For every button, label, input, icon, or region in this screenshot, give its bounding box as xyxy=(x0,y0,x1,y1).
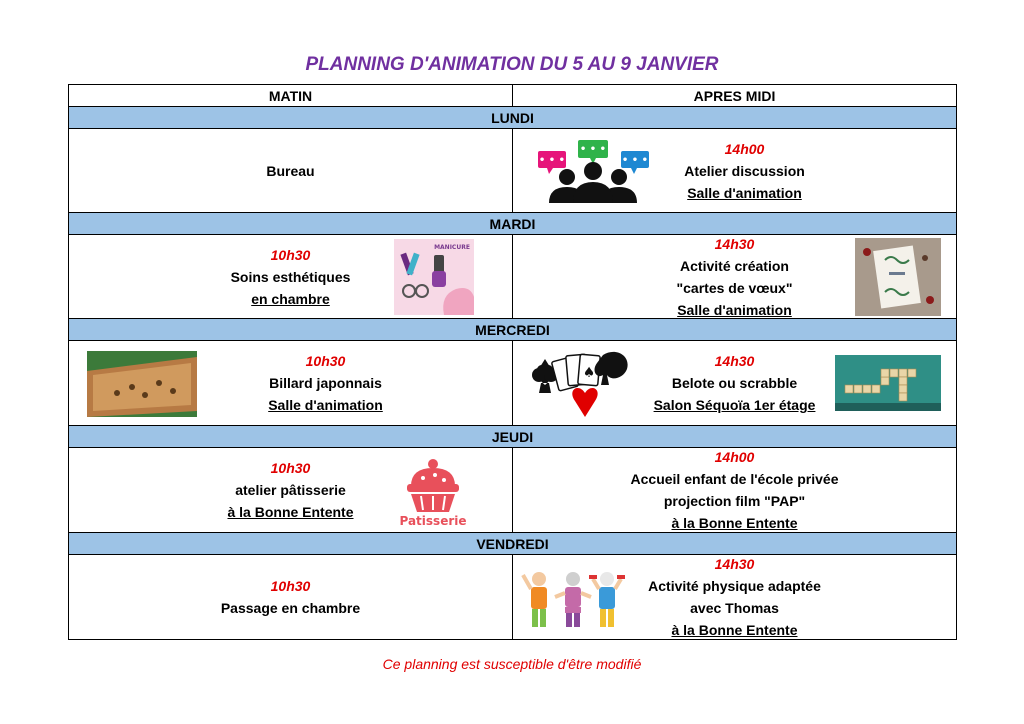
manicure-icon xyxy=(394,239,474,315)
activity-place: Salle d'animation xyxy=(687,184,802,201)
footer-note: Ce planning est susceptible d'être modifié xyxy=(382,656,642,672)
activity-place: Salle d'animation xyxy=(268,397,383,413)
cell-lundi-afternoon xyxy=(513,129,957,213)
activity-time: 14h30 xyxy=(714,556,755,572)
scrabble-board-photo xyxy=(835,355,941,411)
activity-line: "cartes de vœux" xyxy=(676,279,793,296)
activity-line: projection film "PAP" xyxy=(663,493,806,509)
activity-time: 10h30 xyxy=(305,353,346,369)
cell-jeudi-afternoon xyxy=(513,448,957,533)
cell-mardi-morning xyxy=(69,235,513,319)
greeting-card-photo xyxy=(855,238,941,316)
activity-time: 10h30 xyxy=(270,460,311,476)
activity-time: 14h30 xyxy=(714,235,755,252)
activity-place: en chambre xyxy=(251,290,330,307)
cell-mercredi-morning xyxy=(69,341,513,426)
activity-line: Activité création xyxy=(680,257,789,274)
day-header-lundi: LUNDI xyxy=(69,107,957,129)
seniors-exercise-icon xyxy=(521,569,625,631)
activity-line: Atelier discussion xyxy=(684,162,805,179)
svg-text:• • •: • • • xyxy=(621,155,649,166)
cell-vendredi-afternoon xyxy=(513,555,957,640)
cell-vendredi-morning xyxy=(69,555,513,640)
day-header-mardi: MARDI xyxy=(69,213,957,235)
day-header-mercredi: MERCREDI xyxy=(69,319,957,341)
activity-line: Soins esthétiques xyxy=(230,268,351,285)
activity-line: Activité physique adaptée xyxy=(648,578,821,594)
activity-place: à la Bonne Entente xyxy=(671,622,798,638)
activity-line: avec Thomas xyxy=(690,600,779,616)
playing-cards-icon xyxy=(531,345,633,425)
page-title: PLANNING D'ANIMATION DU 5 AU 9 JANVIER xyxy=(305,54,719,75)
activity-line: Belote ou scrabble xyxy=(671,375,798,391)
activity-time: 14h30 xyxy=(714,353,755,369)
svg-text:• • •: • • • xyxy=(538,155,566,166)
cell-jeudi-morning xyxy=(69,448,513,533)
cell-mercredi-afternoon xyxy=(513,341,957,426)
column-header-afternoon: APRES MIDI xyxy=(513,85,957,107)
activity-place: à la Bonne Entente xyxy=(671,515,798,531)
activity-time: 10h30 xyxy=(270,246,311,263)
schedule-table xyxy=(68,84,957,640)
cell-mardi-afternoon xyxy=(513,235,957,319)
day-header-vendredi: VENDREDI xyxy=(69,533,957,555)
activity-place: Salle d'animation xyxy=(677,301,792,318)
activity-line: Accueil enfant de l'école privée xyxy=(630,471,839,487)
patisserie-label: Patisserie xyxy=(399,514,467,528)
activity-line: Billard japonnais xyxy=(269,375,382,391)
activity-time: 14h00 xyxy=(714,449,755,465)
cell-lundi-morning xyxy=(69,129,513,213)
japanese-billiard-photo xyxy=(87,351,197,417)
activity-line: Bureau xyxy=(266,162,315,179)
discussion-group-icon xyxy=(535,137,651,205)
svg-text:♠: ♠ xyxy=(582,365,596,381)
activity-time: 10h30 xyxy=(270,578,311,594)
day-header-jeudi: JEUDI xyxy=(69,426,957,448)
svg-text:• • •: • • • xyxy=(579,144,607,155)
manicure-label: MANICURE xyxy=(434,244,470,251)
activity-place: Salon Séquoïa 1er étage xyxy=(653,397,816,413)
activity-line: Passage en chambre xyxy=(220,600,361,616)
activity-line: atelier pâtisserie xyxy=(235,482,346,498)
cupcake-icon xyxy=(391,456,475,528)
activity-time: 14h00 xyxy=(724,140,765,157)
column-header-morning: MATIN xyxy=(69,85,513,107)
activity-place: à la Bonne Entente xyxy=(227,504,354,520)
